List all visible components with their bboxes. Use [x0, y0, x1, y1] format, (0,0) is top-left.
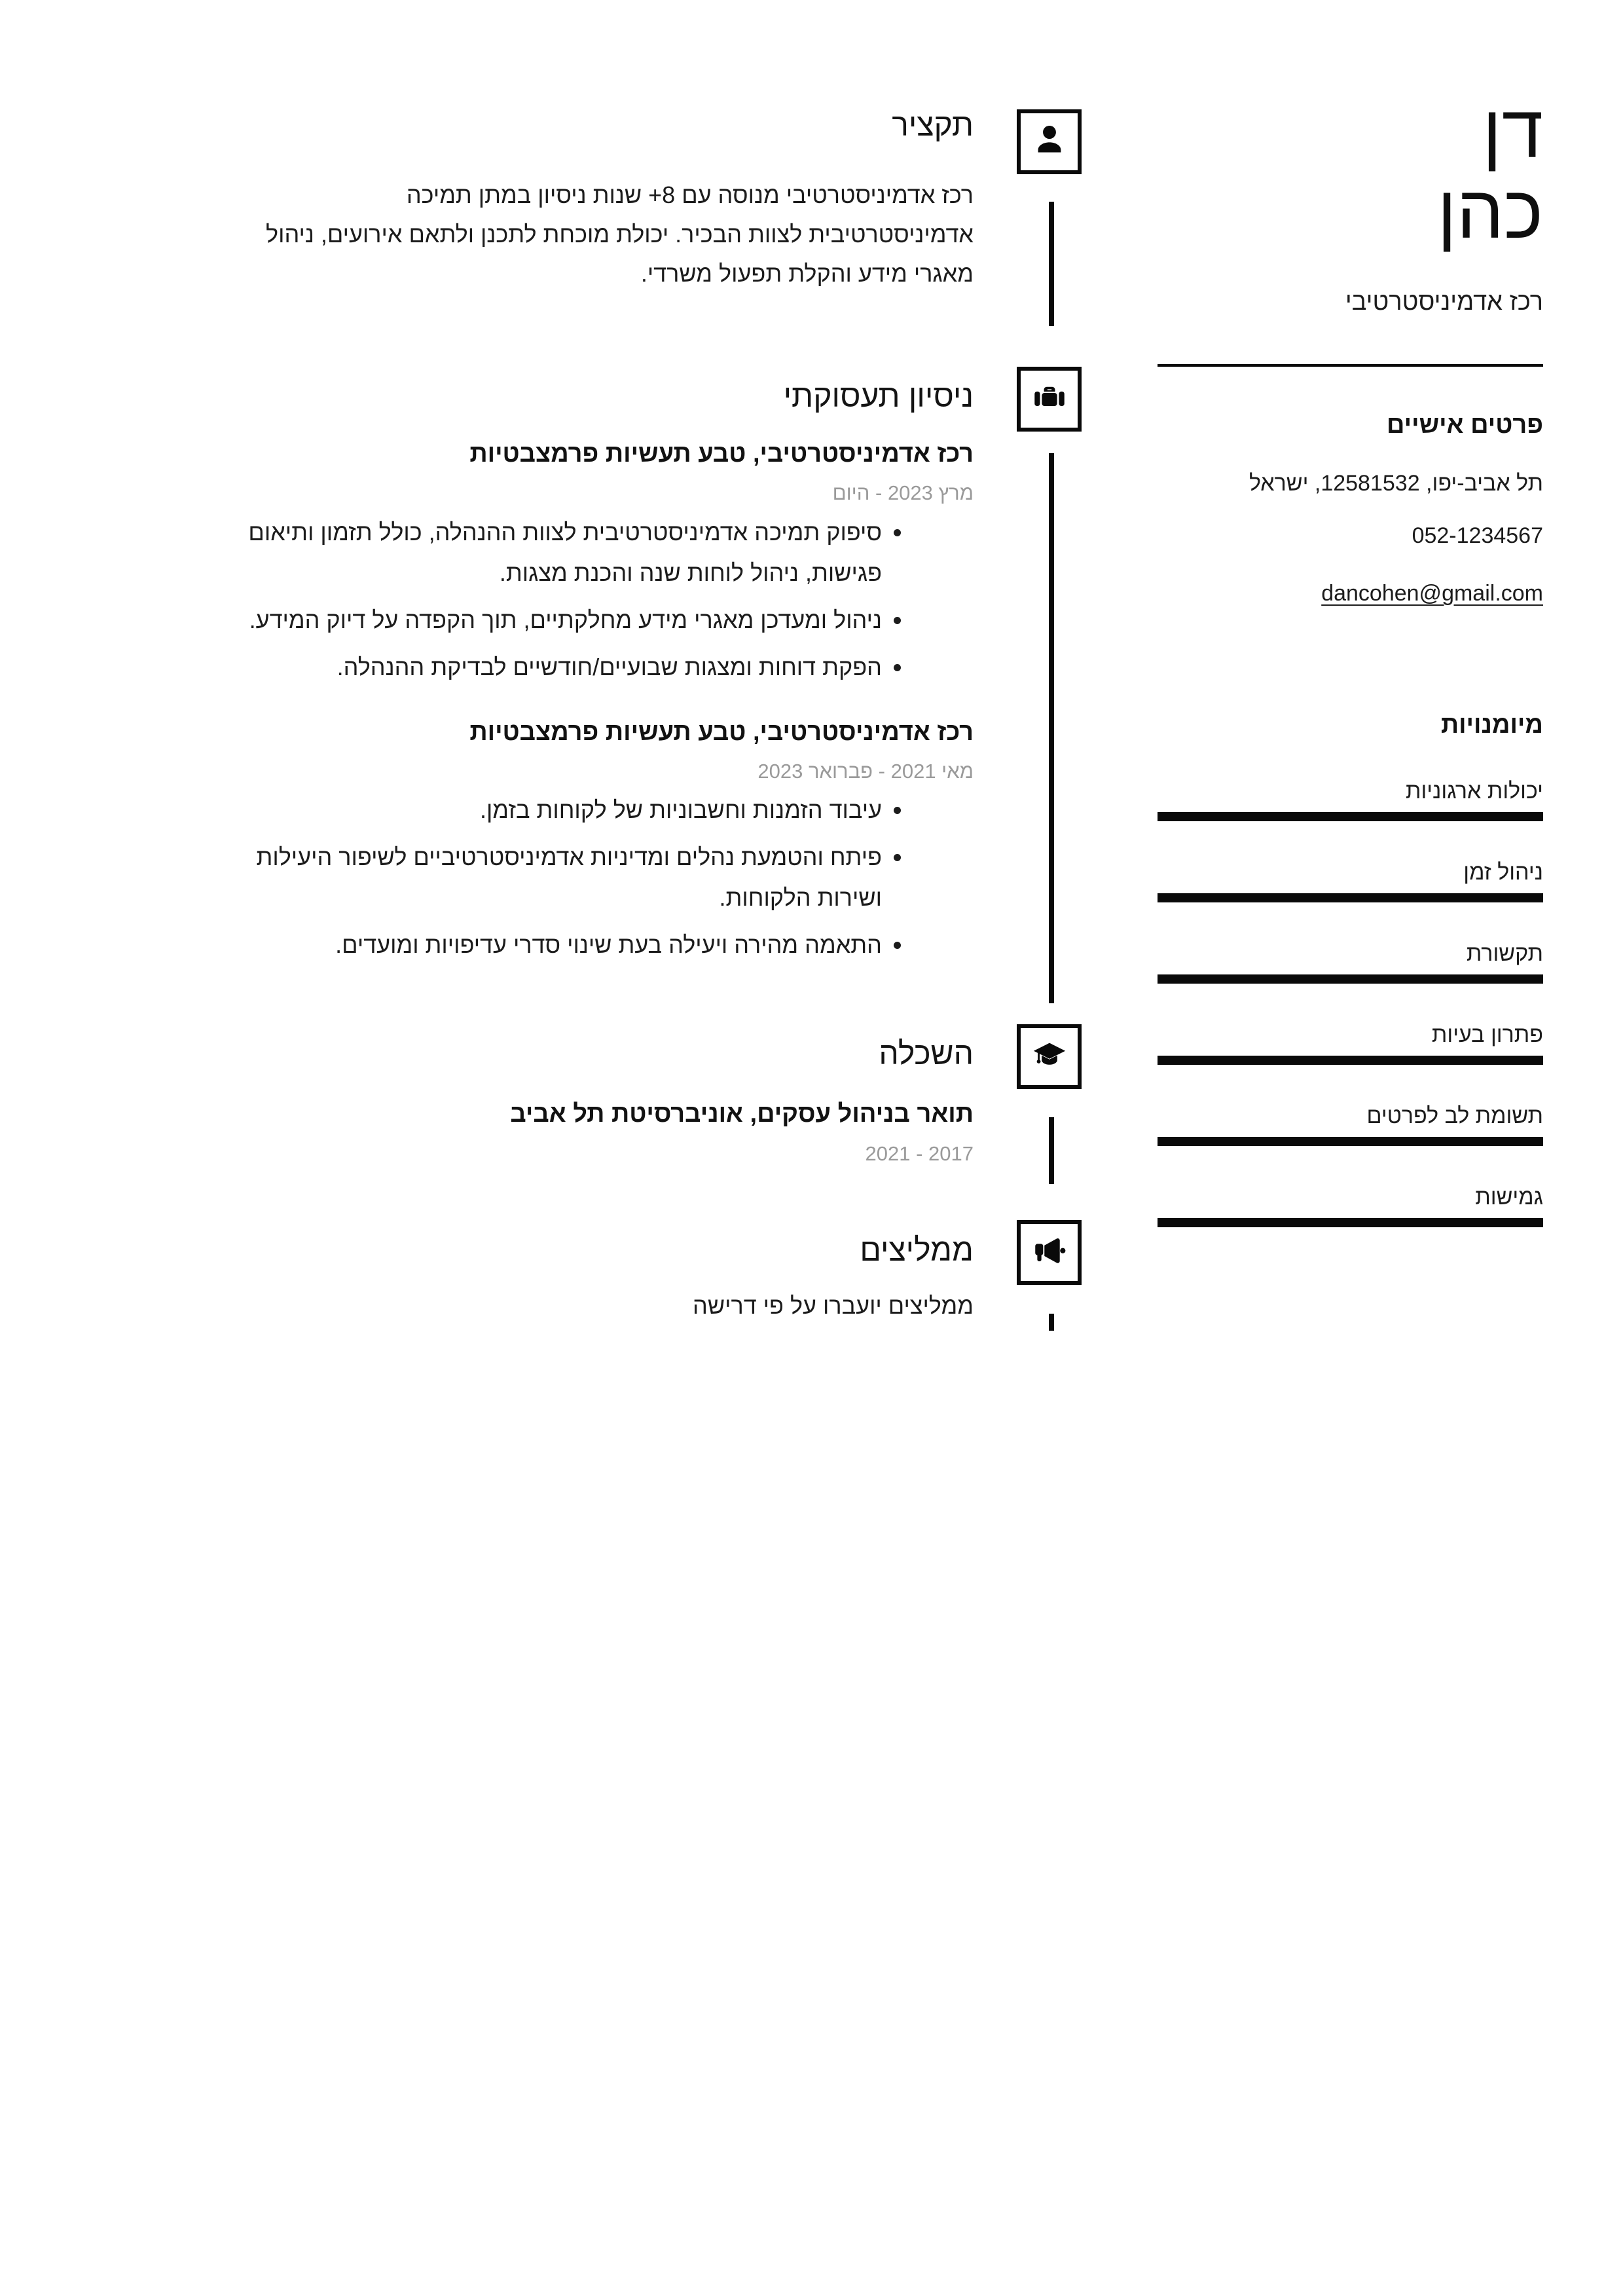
- skill-label: תקשורת: [1466, 941, 1543, 966]
- summary-line: מאגרי מידע והקלת תפעול משרדי.: [640, 260, 974, 287]
- skill-bar: [1158, 812, 1543, 821]
- timeline-segment: [1049, 202, 1054, 326]
- email-row: [1158, 579, 1543, 608]
- job-dates: מאי 2021 - פברואר 2023: [757, 760, 974, 783]
- education-dates: 2017 - 2021: [865, 1142, 974, 1165]
- skill-bar: [1158, 1218, 1543, 1227]
- timeline-segment: [1049, 1117, 1054, 1184]
- skills-heading: מיומנויות: [1440, 711, 1543, 739]
- sidebar-divider: [1158, 364, 1543, 367]
- references-section-title: ממליצים: [860, 1233, 974, 1268]
- job-bullet: • סיפוק תמיכה אדמיניסטרטיבית לצוות ההנהלה, כולל תזמון ותיאום פגישות, ניהול לוחות שנה והכנת מצגות.: [188, 512, 882, 593]
- timeline-segment: [1049, 1314, 1054, 1331]
- skill-label: ניהול זמן: [1463, 860, 1543, 885]
- job-bullet-list: [103, 512, 974, 694]
- skill-bar: [1158, 893, 1543, 902]
- address-text: תל אביב-יפו, 12581532, ישראל: [1249, 471, 1543, 496]
- skill-label: תשומת לב לפרטים: [1366, 1103, 1543, 1128]
- person-first-name: דן: [1482, 90, 1543, 174]
- skill-label: גמישות: [1475, 1185, 1543, 1210]
- email-link[interactable]: dancohen@gmail.com: [1321, 581, 1543, 606]
- timeline-segment: [1049, 453, 1054, 1003]
- job-bullet: • הפקת דוחות ומצגות שבועיים/חודשיים לבדיקת ההנהלה.: [188, 647, 882, 688]
- job-bullet: • עיבוד הזמנות וחשבוניות של לקוחות בזמן.: [188, 790, 882, 830]
- job-title: רכז אדמיניסטרטיבי, טבע תעשיות פרמצבטיות: [469, 440, 974, 468]
- person-icon: [1030, 121, 1068, 162]
- references-text: ממליצים יועברו על פי דרישה: [693, 1292, 974, 1319]
- personal-details-heading: פרטים אישיים: [1387, 411, 1543, 439]
- summary-line: רכז אדמיניסטרטיבי מנוסה עם 8+ שנות ניסיון במתן תמיכה: [406, 181, 974, 208]
- experience-section-title: ניסיון תעסוקתי: [783, 379, 974, 414]
- skill-bar: [1158, 974, 1543, 984]
- summary-line: אדמיניסטרטיבית לצוות הבכיר. יכולת מוכחת לתכנן ולתאם אירועים, ניהול: [266, 221, 974, 248]
- summary-section-title: תקציר: [892, 108, 974, 143]
- skill-row: [1158, 939, 1543, 984]
- skill-row: [1158, 1020, 1543, 1065]
- references-icon-box: [1017, 1220, 1082, 1285]
- skill-bar: [1158, 1137, 1543, 1146]
- skill-label: יכולות ארגוניות: [1405, 779, 1543, 804]
- education-degree: תואר בניהול עסקים, אוניברסיטת תל אביב: [510, 1100, 974, 1128]
- job-bullet: • ניהול ומעדכן מאגרי מידע מחלקתיים, תוך הקפדה על דיוק המידע.: [188, 600, 882, 640]
- education-section-title: השכלה: [879, 1037, 974, 1071]
- skill-row: [1158, 1102, 1543, 1146]
- job-dates: מרץ 2023 - היום: [832, 481, 974, 504]
- skills-list: [1158, 777, 1543, 1264]
- briefcase-icon: [1030, 379, 1068, 420]
- summary-text: [103, 176, 974, 293]
- person-name: [1158, 92, 1543, 253]
- skill-row: [1158, 1183, 1543, 1227]
- summary-icon-box: [1017, 109, 1082, 174]
- job-bullet: • פיתח והטמעת נהלים ומדיניות אדמיניסטרטיביים לשיפור היעילות ושירות הלקוחות.: [188, 837, 882, 918]
- education-icon-box: [1017, 1024, 1082, 1089]
- phone-text: 052-1234567: [1412, 523, 1543, 548]
- skill-bar: [1158, 1056, 1543, 1065]
- skill-label: פתרון בעיות: [1431, 1022, 1543, 1047]
- job-bullet: • התאמה מהירה ויעילה בעת שינוי סדרי עדיפויות ומועדים.: [188, 925, 882, 965]
- graduation-cap-icon: [1030, 1036, 1068, 1077]
- skill-row: [1158, 858, 1543, 902]
- job-title: רכז אדמיניסטרטיבי, טבע תעשיות פרמצבטיות: [469, 718, 974, 746]
- experience-icon-box: [1017, 367, 1082, 432]
- skill-row: [1158, 777, 1543, 821]
- person-job-title: רכז אדמיניסטרטיבי: [1345, 288, 1543, 316]
- job-bullet-list: [103, 790, 974, 972]
- megaphone-icon: [1030, 1232, 1068, 1273]
- person-last-name: כהן: [1437, 171, 1543, 255]
